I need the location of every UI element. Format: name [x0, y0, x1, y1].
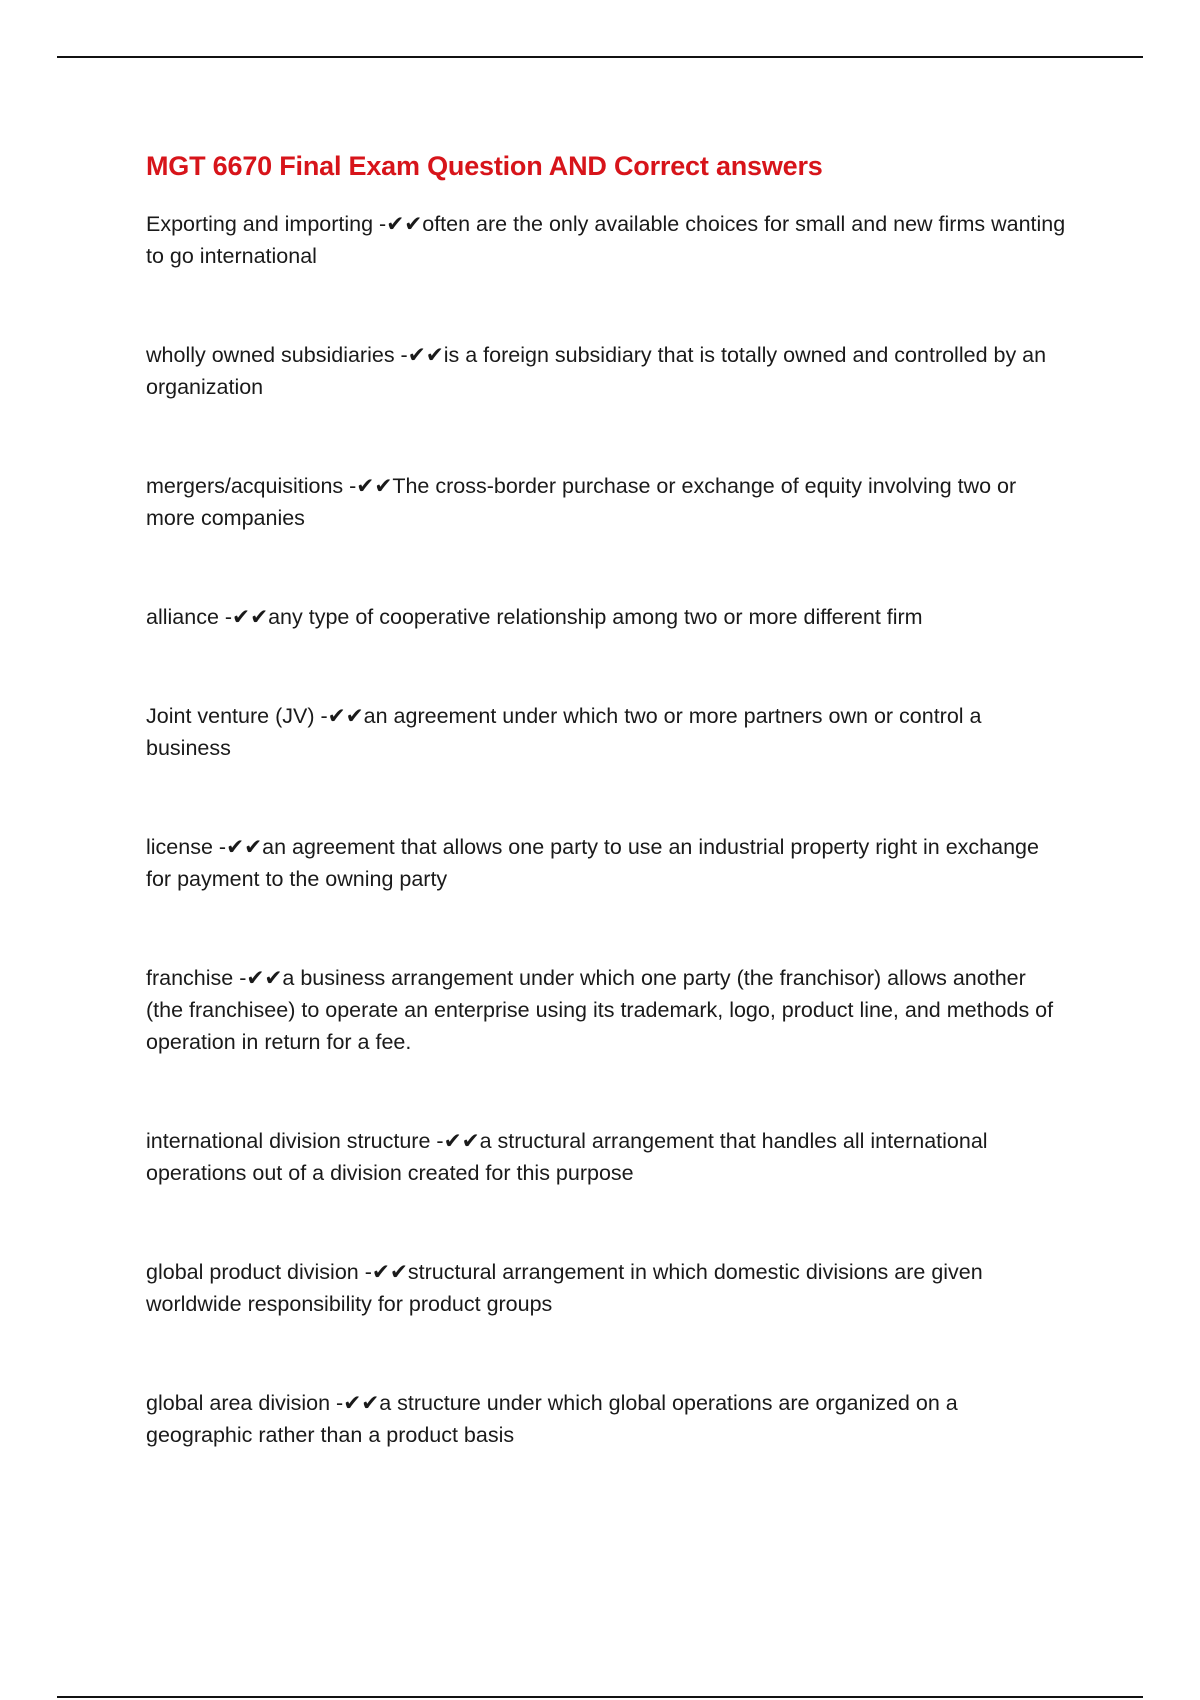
qa-answer: The cross-border purchase or exchange of equity involving two or more companies: [146, 474, 1017, 530]
qa-answer: structural arrangement in which domestic divisions are given worldwide responsibility for product groups: [146, 1260, 983, 1316]
qa-item: [146, 831, 1066, 895]
check-separator: -✔✔: [212, 835, 263, 859]
qa-term: franchise: [146, 966, 234, 990]
qa-answer: often are the only available choices for small and new firms wanting to go international: [146, 212, 1066, 268]
qa-list: [146, 208, 1066, 1451]
check-separator: -✔✔: [358, 1260, 408, 1284]
top-rule: [57, 56, 1143, 58]
qa-term: Exporting and importing: [146, 212, 374, 236]
qa-item: [146, 339, 1066, 403]
qa-term: global area division: [146, 1391, 331, 1415]
check-separator: -✔✔: [218, 605, 269, 629]
qa-item: [146, 700, 1066, 764]
qa-term: international division structure: [146, 1129, 431, 1153]
check-separator: -✔✔: [394, 343, 444, 367]
qa-answer: a structure under which global operations are organized on a geographic rather than a product basis: [146, 1391, 958, 1447]
qa-item: [146, 601, 1066, 633]
qa-answer: is a foreign subsidiary that is totally owned and controlled by an organization: [146, 343, 1047, 399]
check-separator: -✔✔: [330, 1391, 380, 1415]
qa-answer: an agreement under which two or more partners own or control a business: [146, 704, 982, 760]
document-body: [146, 146, 1066, 1518]
qa-item: [146, 470, 1066, 534]
qa-item: [146, 962, 1066, 1058]
qa-answer: a business arrangement under which one party (the franchisor) allows another (the franchisee) to operate an enterprise using its trademark, logo, product line, and methods of operation in return for a fee.: [146, 966, 1054, 1054]
check-separator: -✔✔: [314, 704, 364, 728]
document-title: MGT 6670 Final Exam Question AND Correct answers: [146, 151, 823, 181]
qa-answer: a structural arrangement that handles all international operations out of a division created for this purpose: [146, 1129, 988, 1185]
qa-answer: any type of cooperative relationship among two or more different firm: [268, 605, 923, 629]
qa-term: global product division: [146, 1260, 359, 1284]
qa-item: [146, 1256, 1066, 1320]
qa-term: alliance: [146, 605, 219, 629]
qa-item: [146, 1125, 1066, 1189]
qa-term: mergers/acquisitions: [146, 474, 344, 498]
bottom-rule: [57, 1696, 1143, 1698]
qa-term: wholly owned subsidiaries: [146, 343, 395, 367]
check-separator: -✔✔: [343, 474, 393, 498]
qa-term: license: [146, 835, 213, 859]
check-separator: -✔✔: [373, 212, 423, 236]
qa-item: [146, 208, 1066, 272]
check-separator: -✔✔: [430, 1129, 480, 1153]
qa-item: [146, 1387, 1066, 1451]
qa-term: Joint venture (JV): [146, 704, 315, 728]
qa-answer: an agreement that allows one party to use an industrial property right in exchange for payment to the owning party: [146, 835, 1039, 891]
check-separator: -✔✔: [233, 966, 283, 990]
